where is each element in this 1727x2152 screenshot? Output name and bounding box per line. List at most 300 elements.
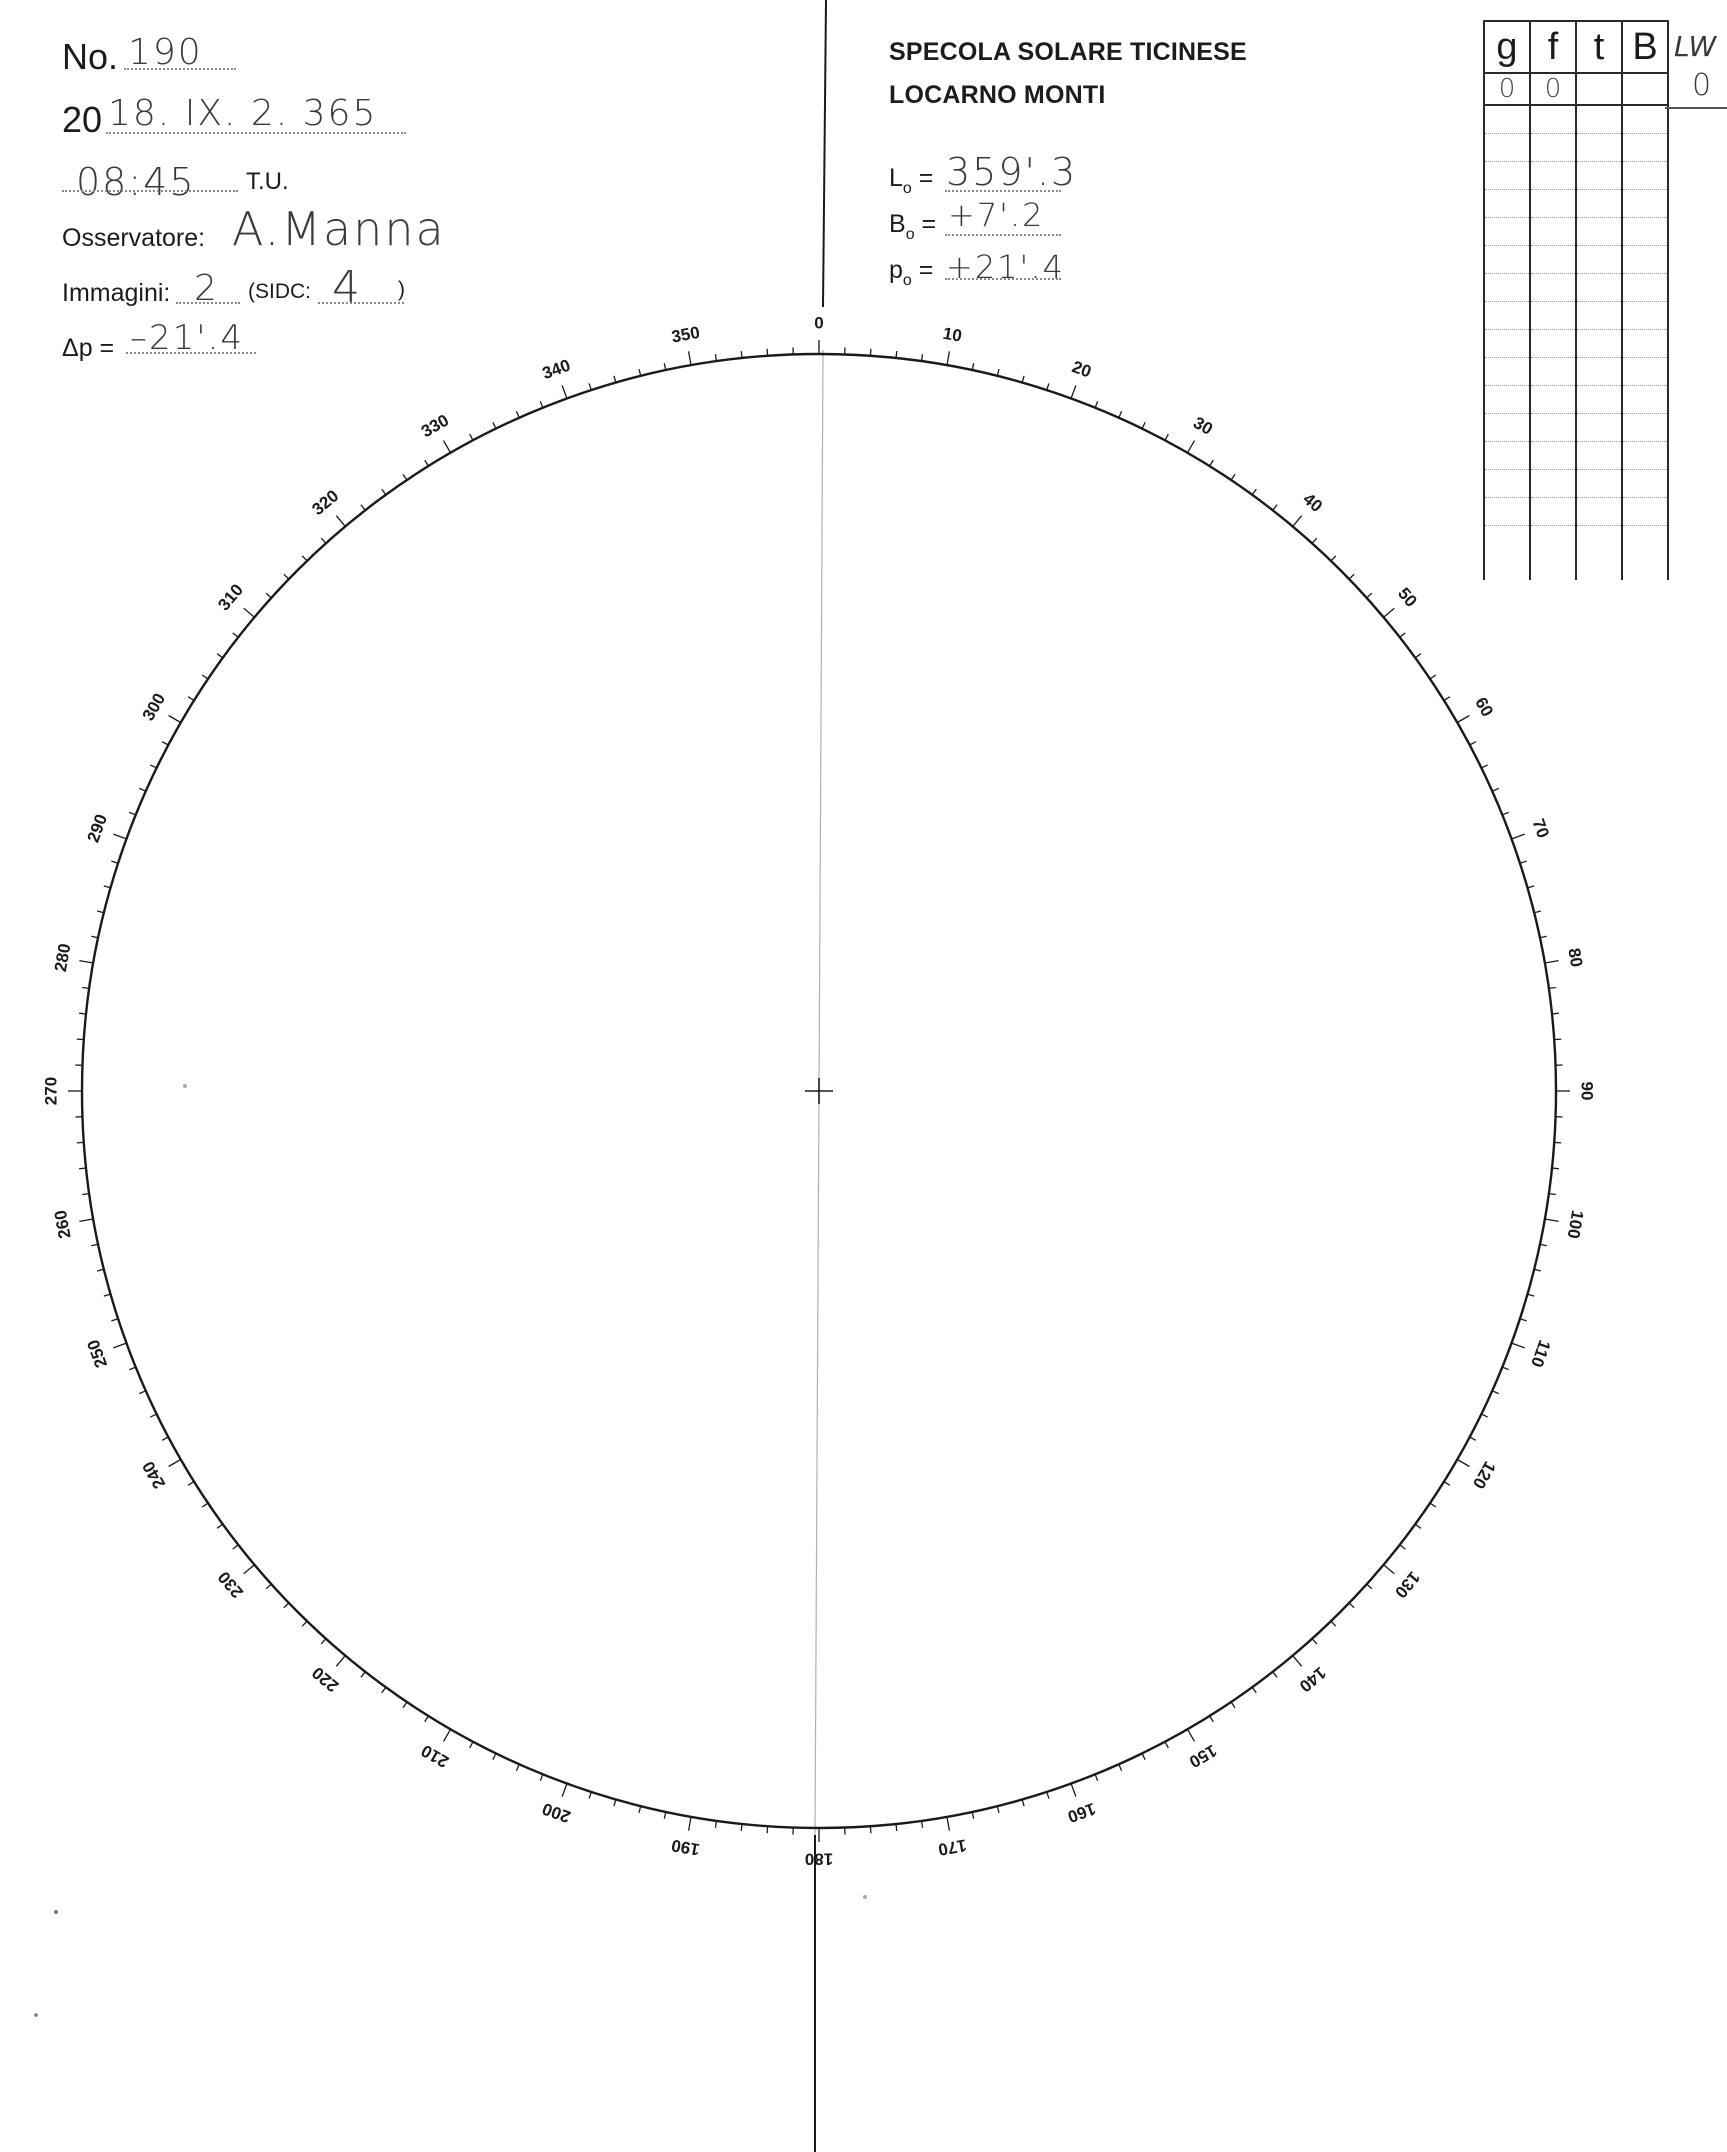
degree-tick (664, 1812, 666, 1819)
degree-tick (767, 349, 768, 356)
tally-cell (1530, 442, 1576, 470)
tally-row (1484, 73, 1668, 105)
time-value: 08:45 (76, 160, 196, 204)
sidc-rule (318, 302, 404, 304)
degree-tick (266, 593, 271, 598)
p0-label: $p_o$ = (889, 256, 934, 289)
degree-label: 180 (804, 1849, 834, 1869)
delta-p-value: –21'.4 (130, 318, 245, 358)
degree-tick (336, 1656, 345, 1667)
degree-tick (1252, 489, 1256, 495)
degree-label: 300 (138, 689, 170, 725)
images-rule (176, 302, 240, 304)
degree-label: 190 (670, 1835, 702, 1860)
degree-tick (1481, 1414, 1487, 1417)
degree-label: 20 (1069, 357, 1094, 382)
degree-tick (444, 441, 451, 453)
degree-tick (139, 1391, 145, 1394)
degree-label: 70 (1528, 816, 1553, 841)
degree-label: 50 (1394, 583, 1421, 611)
tally-cell (1622, 526, 1668, 581)
b0-label: $B_o$ = (889, 210, 937, 243)
degree-label: 150 (1185, 1740, 1221, 1772)
degree-tick (470, 1742, 473, 1748)
degree-tick (1252, 1687, 1256, 1693)
degree-tick (129, 1367, 136, 1370)
delta-p-rule (126, 352, 256, 354)
degree-label: 170 (936, 1835, 968, 1860)
degree-tick (1549, 988, 1556, 989)
degree-tick (1188, 1729, 1195, 1741)
degree-label: 290 (83, 811, 112, 845)
degree-tick (1444, 697, 1450, 701)
degree-tick (1312, 538, 1317, 543)
tally-cell (1484, 105, 1530, 134)
degree-tick (1457, 716, 1469, 723)
delta-p-label: Δp = (62, 334, 115, 362)
degree-tick (425, 1716, 429, 1722)
degree-tick (1273, 505, 1277, 511)
degree-tick (1367, 1584, 1372, 1589)
degree-label: 200 (539, 1798, 573, 1827)
date-rule (106, 132, 406, 134)
degree-tick (1119, 1764, 1122, 1770)
degree-label: 250 (83, 1337, 112, 1371)
date-value: 18. IX. 2. 365 (108, 93, 378, 134)
scan-speck (34, 2013, 38, 2017)
degree-tick (244, 1565, 255, 1574)
degree-tick (589, 1792, 591, 1799)
degree-label: 130 (1390, 1567, 1424, 1602)
tally-cell (1576, 302, 1622, 330)
degree-label: 230 (214, 1567, 248, 1602)
degree-tick (1540, 1244, 1547, 1246)
tally-row (1484, 218, 1668, 246)
degree-label: 350 (670, 322, 702, 347)
degree-tick (1520, 861, 1527, 863)
degree-tick (361, 1672, 365, 1678)
degree-tick (425, 460, 429, 466)
degree-label: 310 (214, 580, 248, 615)
tally-cell (1622, 470, 1668, 498)
degree-tick (1142, 422, 1145, 428)
degree-label: 280 (50, 942, 75, 974)
degree-tick (1367, 593, 1372, 598)
degree-tick (91, 1244, 98, 1246)
degree-tick (716, 1821, 717, 1828)
degree-tick (1231, 474, 1235, 480)
tally-cell (1622, 274, 1668, 302)
tally-cell (1576, 470, 1622, 498)
degree-tick (1430, 1503, 1436, 1507)
degree-tick (79, 1168, 86, 1169)
tally-row (1484, 470, 1668, 498)
tally-cell (1622, 105, 1668, 134)
degree-tick (1512, 1343, 1525, 1348)
degree-tick (111, 861, 118, 863)
tally-row (1484, 358, 1668, 386)
degree-tick (1545, 961, 1559, 963)
date-prefix: 20 (62, 99, 103, 140)
tally-cell (1484, 162, 1530, 190)
observatory-name: SPECOLA SOLARE TICINESE (889, 38, 1247, 66)
degree-tick (870, 349, 871, 356)
tally-cell (1576, 105, 1622, 134)
degree-tick (188, 1482, 194, 1486)
tally-cell (1576, 274, 1622, 302)
degree-tick (997, 1806, 999, 1813)
degree-label: 210 (417, 1740, 453, 1772)
number-value: 190 (128, 32, 203, 73)
degree-label: 80 (1564, 946, 1587, 969)
degree-tick (741, 1824, 742, 1831)
degree-tick (1415, 654, 1421, 658)
tally-header-row (1484, 21, 1668, 73)
time-unit: T.U. (246, 168, 289, 195)
degree-tick (139, 788, 145, 791)
tally-cell (1622, 498, 1668, 526)
degree-tick (1492, 788, 1498, 791)
tally-cell (1530, 526, 1576, 581)
degree-tick (1415, 1524, 1421, 1528)
degree-tick (1095, 401, 1098, 408)
degree-tick (1554, 1142, 1561, 1143)
degree-label: 240 (138, 1457, 170, 1493)
group-count-table (1483, 20, 1669, 580)
degree-tick (82, 988, 89, 989)
tally-cell (1530, 386, 1576, 414)
degree-tick (1512, 834, 1525, 839)
tally-cell (1576, 498, 1622, 526)
degree-tick (233, 1545, 239, 1549)
degree-tick (1349, 1603, 1354, 1608)
degree-tick (79, 961, 93, 963)
degree-label: 270 (41, 1076, 61, 1106)
tally-cell (1622, 246, 1668, 274)
degree-tick (516, 411, 519, 417)
degree-tick (589, 383, 591, 390)
center-cross (805, 1078, 833, 1104)
degree-tick (1502, 1367, 1509, 1370)
tally-cell (1484, 386, 1530, 414)
degree-tick (1312, 1639, 1317, 1644)
tally-row (1484, 246, 1668, 274)
tally-row (1484, 302, 1668, 330)
axis-line-top (823, 0, 826, 307)
tally-cell (1576, 414, 1622, 442)
degree-tick (470, 434, 473, 440)
degree-tick (896, 1824, 897, 1831)
degree-tick (82, 1194, 89, 1195)
degree-tick (321, 538, 326, 543)
degree-label: 160 (1065, 1798, 1099, 1827)
degree-tick (1520, 1319, 1527, 1321)
sidc-close: ) (398, 278, 405, 301)
l0-label: $L_o$ = (889, 164, 934, 197)
scan-speck (183, 1084, 187, 1088)
l0-value: 359'.3 (946, 150, 1078, 194)
scan-speck (863, 1895, 867, 1899)
degree-tick (1071, 385, 1076, 398)
degree-tick (972, 1812, 974, 1819)
degree-tick (97, 911, 104, 913)
degree-tick (150, 765, 156, 768)
tally-cell (1484, 330, 1530, 358)
degree-tick (1231, 1702, 1235, 1708)
tally-cell (1484, 498, 1530, 526)
tally-cell (1576, 246, 1622, 274)
degree-label: 40 (1299, 489, 1327, 516)
tally-cell (1622, 302, 1668, 330)
degree-tick (162, 1437, 168, 1440)
tally-cell (1622, 190, 1668, 218)
degree-tick (896, 351, 897, 358)
degree-label: 220 (308, 1662, 343, 1696)
degree-tick (162, 742, 168, 745)
degree-tick (767, 1826, 768, 1833)
degree-tick (284, 1603, 289, 1608)
observer-label: Osservatore: (62, 224, 206, 252)
degree-tick (77, 1039, 84, 1040)
degree-tick (91, 936, 98, 938)
tally-cell (1622, 358, 1668, 386)
tally-cell (1484, 190, 1530, 218)
degree-tick (77, 1142, 84, 1143)
degree-label: 260 (50, 1208, 75, 1240)
degree-tick (1444, 1482, 1450, 1486)
degree-label: 100 (1563, 1208, 1588, 1240)
tally-row (1484, 134, 1668, 162)
tally-cell (1484, 470, 1530, 498)
degree-label: 60 (1471, 694, 1498, 720)
tally-cell (1484, 442, 1530, 470)
degree-tick (1047, 383, 1049, 390)
degree-tick (689, 351, 691, 365)
tally-cell (1576, 330, 1622, 358)
tally-cell (1622, 330, 1668, 358)
tally-row (1484, 498, 1668, 526)
p0-value: +21'.4 (946, 248, 1065, 286)
degree-tick (997, 369, 999, 376)
degree-label: 140 (1295, 1662, 1330, 1696)
tally-cell (1622, 218, 1668, 246)
degree-tick (1470, 742, 1476, 745)
degree-tick (922, 354, 923, 361)
degree-tick (1165, 1742, 1168, 1748)
degree-tick (562, 385, 567, 398)
number-label: No. (62, 36, 119, 77)
tally-cell (1484, 134, 1530, 162)
degree-tick (361, 505, 365, 511)
degree-tick (111, 1319, 118, 1321)
tally-cell (1622, 134, 1668, 162)
degree-tick (1430, 675, 1436, 679)
tally-cell (1484, 274, 1530, 302)
degree-tick (336, 516, 345, 527)
degree-tick (1119, 411, 1122, 417)
degree-tick (1047, 1792, 1049, 1799)
tally-row (1484, 274, 1668, 302)
tally-cell (1530, 302, 1576, 330)
degree-tick (540, 1774, 543, 1781)
degree-tick (233, 633, 239, 637)
tally-cell-g: 0 (1484, 73, 1530, 105)
degree-tick (1502, 812, 1509, 815)
degree-label: 30 (1190, 412, 1216, 439)
degree-tick (113, 834, 126, 839)
degree-tick (870, 1826, 871, 1833)
degree-tick (444, 1729, 451, 1741)
tally-row (1484, 105, 1668, 134)
tally-cell (1576, 162, 1622, 190)
degree-tick (244, 608, 255, 617)
scan-speck (54, 1910, 58, 1914)
degree-tick (1549, 1194, 1556, 1195)
degree-tick (516, 1764, 519, 1770)
degree-label: 330 (417, 410, 453, 442)
degree-tick (1540, 936, 1547, 938)
degree-label: 320 (308, 486, 343, 520)
degree-tick (217, 1524, 223, 1528)
b0-value: +7'.2 (948, 196, 1045, 234)
degree-tick (639, 369, 641, 376)
degree-tick (1552, 1168, 1559, 1169)
degree-tick (1457, 1460, 1469, 1467)
tally-header-f: f (1530, 21, 1576, 73)
degree-label: 110 (1527, 1337, 1555, 1370)
tally-cell (1484, 526, 1530, 581)
degree-tick (79, 1013, 86, 1014)
degree-tick (1545, 1219, 1559, 1221)
degree-tick (1331, 1621, 1336, 1626)
l0-rule (945, 190, 1061, 192)
degree-tick (302, 556, 307, 561)
degree-tick (1534, 911, 1541, 913)
degree-tick (1534, 1269, 1541, 1271)
degree-tick (664, 363, 666, 370)
degree-tick (562, 1784, 567, 1797)
degree-tick (1188, 441, 1195, 453)
tally-cell (1576, 134, 1622, 162)
tally-row (1484, 526, 1668, 581)
tally-cell (1576, 358, 1622, 386)
degree-tick (266, 1584, 271, 1589)
tally-cell (1530, 358, 1576, 386)
tally-cell (1530, 218, 1576, 246)
tally-row (1484, 386, 1668, 414)
degree-tick (1384, 1565, 1395, 1574)
tally-header-g: g (1484, 21, 1530, 73)
tally-cell-t (1576, 73, 1622, 105)
sidc-value: 4 (332, 262, 362, 313)
lw-value: 0 (1692, 68, 1714, 103)
lw-header: LW (1674, 30, 1717, 63)
degree-tick (1210, 460, 1214, 466)
sidc-open: (SIDC: (248, 280, 311, 303)
tally-cell (1576, 442, 1622, 470)
tally-cell (1576, 526, 1622, 581)
tally-cell (1530, 330, 1576, 358)
degree-tick (639, 1806, 641, 1813)
observer-value: A.Manna (232, 202, 446, 256)
degree-tick (382, 489, 386, 495)
degree-tick (1142, 1753, 1145, 1759)
tally-cell (1530, 274, 1576, 302)
images-label: Immagini: (62, 279, 171, 307)
observatory-location: LOCARNO MONTI (889, 81, 1106, 109)
degree-tick (947, 1817, 949, 1831)
degree-tick (1400, 1545, 1406, 1549)
tally-row (1484, 330, 1668, 358)
degree-tick (493, 1753, 496, 1759)
degree-tick (129, 812, 136, 815)
images-value: 2 (194, 268, 219, 309)
tally-cell (1530, 190, 1576, 218)
tally-cell (1576, 218, 1622, 246)
degree-tick (1400, 633, 1406, 637)
degree-label: 0 (814, 313, 824, 333)
tally-cell (1484, 246, 1530, 274)
degree-tick (1384, 608, 1395, 617)
tally-cell (1576, 386, 1622, 414)
tally-cell (1530, 414, 1576, 442)
tally-cell (1622, 442, 1668, 470)
degree-tick (1470, 1437, 1476, 1440)
degree-tick (972, 363, 974, 370)
degree-tick (540, 401, 543, 408)
degree-tick (97, 1269, 104, 1271)
degree-label: 120 (1468, 1457, 1500, 1493)
degree-tick (169, 1460, 181, 1467)
tally-cell (1622, 386, 1668, 414)
degree-tick (1293, 516, 1302, 527)
degree-tick (217, 654, 223, 658)
tally-row (1484, 162, 1668, 190)
degree-tick (188, 697, 194, 701)
degree-tick (113, 1343, 126, 1348)
degree-label: 10 (941, 323, 964, 346)
tally-cell (1530, 162, 1576, 190)
degree-label: 340 (539, 355, 573, 384)
tally-header-b: B (1622, 21, 1668, 73)
time-rule (62, 190, 238, 192)
tally-cell (1530, 498, 1576, 526)
degree-tick (284, 574, 289, 579)
degree-tick (302, 1621, 307, 1626)
tally-cell (1530, 470, 1576, 498)
tally-cell-f: 0 (1530, 73, 1576, 105)
p0-rule (945, 278, 1061, 280)
degree-tick (1273, 1672, 1277, 1678)
lw-rule (1665, 107, 1727, 109)
tally-cell (1530, 134, 1576, 162)
tally-row (1484, 442, 1668, 470)
tally-cell (1530, 246, 1576, 274)
degree-tick (922, 1821, 923, 1828)
degree-tick (1071, 1784, 1076, 1797)
degree-tick (1293, 1656, 1302, 1667)
tally-header-t: t (1576, 21, 1622, 73)
degree-tick (202, 675, 208, 679)
degree-tick (716, 354, 717, 361)
degree-tick (947, 351, 949, 365)
tally-row (1484, 414, 1668, 442)
tally-cell (1484, 414, 1530, 442)
tally-cell (1622, 162, 1668, 190)
tally-cell-b (1622, 73, 1668, 105)
tally-row (1484, 190, 1668, 218)
tally-cell (1530, 105, 1576, 134)
